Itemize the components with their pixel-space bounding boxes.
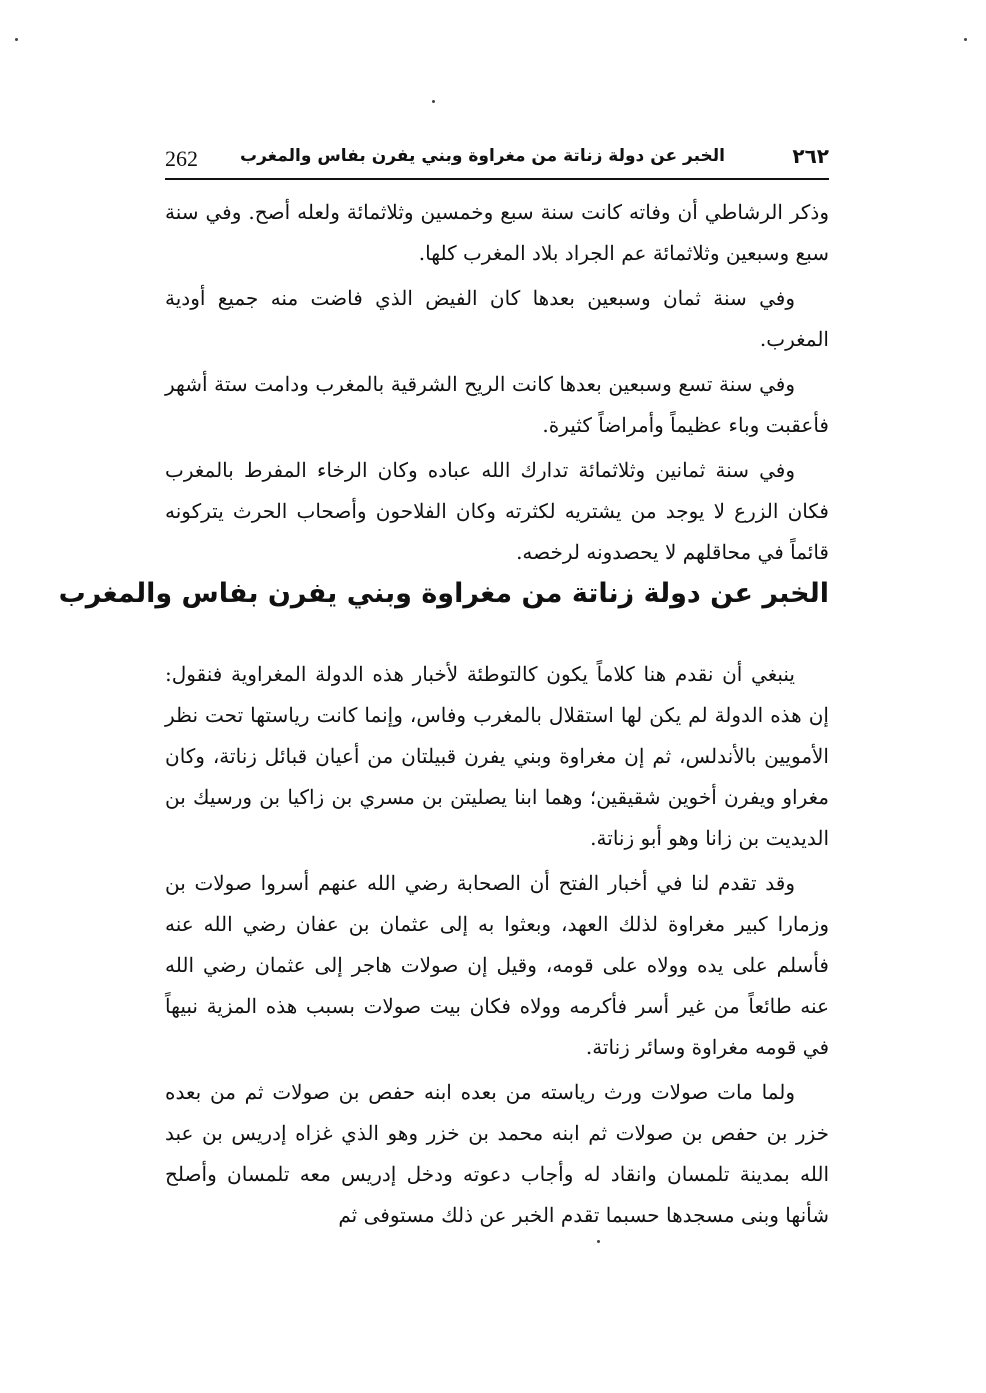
paragraph: وقد تقدم لنا في أخبار الفتح أن الصحابة رضي الله عنهم أسروا صولات بن وزمارا كبير مغراوة لذلك العهد، وبعثوا به إلى عثمان بن عفان رضي الله عنه فأسلم على يده وولاه على قومه، وقيل إن صولات هاجر إلى عثمان رضي الله عنه طائعاً من غير أسر فأكرمه وولاه فكان بيت صولات بسبب هذه المزية نبيهاً في قومه مغراوة وسائر زناتة. (165, 871, 829, 1059)
running-title: الخبر عن دولة زناتة من مغراوة وبني يفرن بفاس والمغرب (239, 146, 725, 166)
scan-speck (432, 100, 435, 103)
paragraph: وفي سنة ثمانين وثلاثمائة تدارك الله عباده وكان الرخاء المفرط بالمغرب فكان الزرع لا يوجد من يشتريه لكثرته وكان الفلاحون وأصحاب الحرث يتركونه قائماً في محاقلهم لا يحصدونه لرخصه. (165, 458, 829, 564)
section-text-block (165, 654, 829, 1240)
section-heading: الخبر عن دولة زناتة من مغراوة وبني يفرن بفاس والمغرب (58, 578, 829, 609)
paragraph: وفي سنة ثمان وسبعين بعدها كان الفيض الذي فاضت منه جميع أودية المغرب. (165, 286, 829, 351)
paragraph: ولما مات صولات ورث رياسته من بعده ابنه حفص بن صولات ثم من بعده خزر بن حفص بن صولات ثم ابنه محمد بن خزر وهو الذي غزاه إدريس بن عبد الله بمدينة تلمسان وانقاد له وأجاب دعوته ودخل إدريس معه تلمسان وأصلح شأنها وبنى مسجدها حسبما تقدم الخبر عن ذلك مستوفى ثم (165, 1080, 829, 1227)
paragraph: وذكر الرشاطي أن وفاته كانت سنة سبع وخمسين وثلاثمائة ولعله أصح. وفي سنة سبع وسبعين وثلاثمائة عم الجراد بلاد المغرب كلها. (165, 200, 829, 265)
paragraph: وفي سنة تسع وسبعين بعدها كانت الريح الشرقية بالمغرب ودامت ستة أشهر فأعقبت وباء عظيماً وأمراضاً كثيرة. (165, 372, 829, 437)
paragraph: ينبغي أن نقدم هنا كلاماً يكون كالتوطئة لأخبار هذه الدولة المغراوية فنقول: إن هذه الدولة لم يكن لها استقلال بالمغرب وفاس، وإنما كانت رياستها تحت نظر الأمويين بالأندلس، ثم إن مغراوة وبني يفرن قبيلتان من أعيان قبائل زناتة، وكان مغراو ويفرن أخوين شقيقين؛ وهما ابنا يصليتن بن مسري بن زاكيا بن ورسيك بن الديديت بن زانا وهو أبو زناتة. (165, 662, 829, 850)
scan-speck (597, 1240, 600, 1243)
page-header (165, 140, 829, 180)
page-number-latin: 262 (165, 146, 198, 171)
page-number-arabic: ٢٦٢ (792, 144, 829, 168)
scan-speck (964, 38, 967, 41)
top-text-block (165, 192, 829, 577)
scan-speck (15, 38, 18, 41)
